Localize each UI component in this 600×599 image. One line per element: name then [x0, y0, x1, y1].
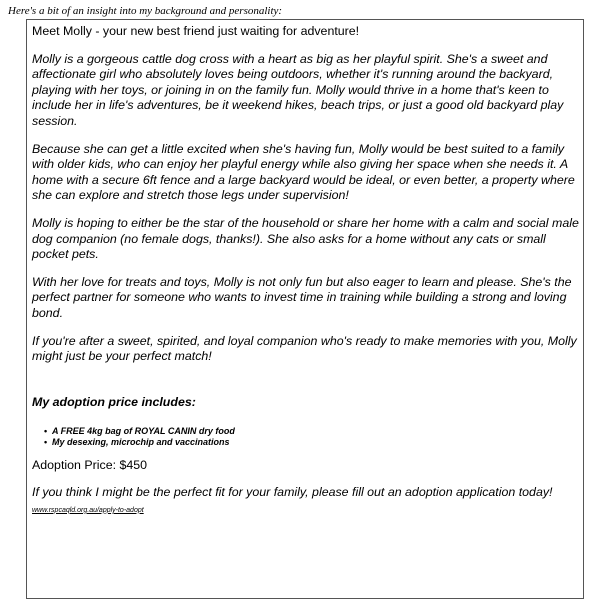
apply-paragraph: [32, 485, 579, 518]
paragraph-family: Because she can get a little excited when she's having fun, Molly would be best suited to a family with older kids, who can enjoy her playful energy while also giving her space when she needs it. A home with a secure 6ft fence and a large backyard would be ideal, or even better, a property where she can explore and stretch those legs under supervision!: [32, 141, 575, 203]
intro-text: Here's a bit of an insight into my background and personality:: [8, 5, 283, 17]
apply-text: If you think I might be the perfect fit for your family, please fill out an adoption application today!: [32, 485, 553, 500]
headline: Meet Molly - your new best friend just waiting for adventure!: [32, 24, 360, 38]
paragraph-companions: Molly is hoping to either be the star of the household or share her home with a calm and social male dog companion (no female dogs, thanks!). She also asks for a home without any cats or small pocket pets.: [32, 215, 579, 262]
bullet-icon: •: [44, 425, 48, 436]
bullet-icon: •: [44, 436, 48, 447]
paragraph-about: Molly is a gorgeous cattle dog cross with a heart as big as her playful spirit. She's a sweet and affectionate girl who absolutely loves being outdoors, whether it's running around the backyard, playing with her toys, or joining in on the family fun. Molly would thrive in a home that's keen to include her in life's adventures, be it weekend hikes, beach trips, or just a good old backyard play session.: [32, 51, 564, 128]
includes-list: [32, 426, 579, 448]
paragraph-training: With her love for treats and toys, Molly is not only fun but also eager to learn and please. She's the perfect partner for someone who wants to invest time in training while building a strong and loving bond.: [32, 274, 572, 320]
list-item: • A FREE 4kg bag of ROYAL CANIN dry food: [44, 425, 235, 436]
list-item: • My desexing, microchip and vaccinations: [44, 436, 230, 447]
paragraph-match: If you're after a sweet, spirited, and loyal companion who's ready to make memories with you, Molly might just be your perfect match!: [32, 333, 577, 364]
apply-link[interactable]: www.rspcaqld.org.au/apply-to-adopt: [32, 506, 144, 514]
adoption-price: Adoption Price: $450: [32, 457, 148, 472]
profile-box: [26, 19, 584, 599]
includes-title: My adoption price includes:: [32, 394, 196, 409]
